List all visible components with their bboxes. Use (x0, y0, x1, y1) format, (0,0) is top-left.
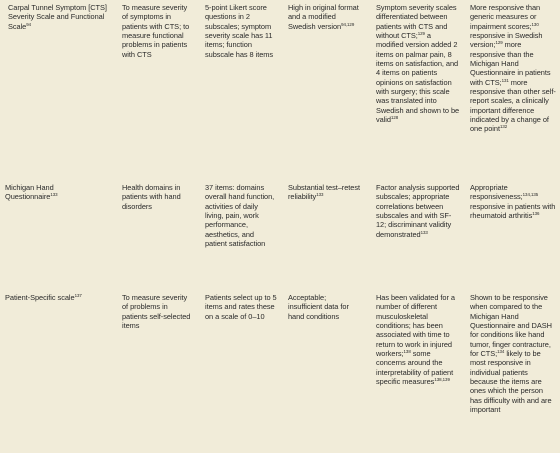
reliability-cell: High in original format and a modified Swedish version$^{94,129}$ (288, 3, 359, 31)
validity-cell: Has been validated for a number of different musculoskeletal conditions; has been associated with time to return to work in injured workers;$^{138}$ some concerns around the interpretability of patient specific measures$^{138,139}$ (376, 293, 455, 387)
content-cell: Patients select up to 5 items and rates these on a scale of 0–10 (205, 293, 277, 321)
content-cell: 5-point Likert score questions in 2 subscales; symptom severity scale has 11 items; function subscale has 8 items (205, 3, 274, 59)
responsiveness-cell: Shown to be responsive when compared to the Michigan Hand Questionnaire and DASH for conditions like hand tumor, finger contracture, for CTS;$^{134}$ likely to be most responsive in individual patients because the items are ones which the person has difficulty with and are important (470, 293, 552, 415)
instrument-cell: Patient-Specific scale$^{137}$ (5, 293, 82, 302)
purpose-cell: To measure severity of problems in patients self-selected items (122, 293, 191, 331)
purpose-cell: Health domains in patients with hand disorders (122, 183, 181, 211)
responsiveness-cell: More responsive than generic measures or impairment scores;$^{130}$ responsive in Swedish version;$^{129}$ more responsive than the Michigan Hand Questionnaire in patients with CTS;$^{131}$ more responsive than other self-report scales, a clinically important difference indicated by a change of one point$^{132}$ (470, 3, 556, 134)
validity-cell: Symptom severity scales differentiated between patients with CTS and without CTS;$^{129}$ a modified version added 2 items on palmar pain, 8 items on satisfaction, and 4 items on patients opinions on satisfaction with surgery; this scale was translated into Swedish and shown to be valid$^{128}$ (376, 3, 460, 125)
content-cell: 37 items: domains overall hand function, activities of daily living, pain, work performance, aesthetics, and patient satisfaction (205, 183, 275, 249)
reliability-cell: Substantial test–retest reliability$^{133}$ (288, 183, 360, 202)
instrument-cell: Carpal Tunnel Symptom [CTS] Severity Scale and Functional Scale$^{94}$ (8, 3, 107, 31)
responsiveness-cell: Appropriate responsiveness;$^{134,135}$ responsive in patients with rheumatoid arthritis$^{136}$ (470, 183, 556, 221)
purpose-cell: To measure severity of symptoms in patients with CTS; to measure functional problems in patients with CTS (122, 3, 190, 59)
validity-cell: Factor analysis supported subscales; appropriate correlations between subscales and with SF-12; discriminant validity demonstrated$^{133}$ (376, 183, 460, 239)
reliability-cell: Acceptable; insufficient data for hand conditions (288, 293, 349, 321)
instrument-cell: Michigan Hand Questionnaire$^{133}$ (5, 183, 58, 202)
